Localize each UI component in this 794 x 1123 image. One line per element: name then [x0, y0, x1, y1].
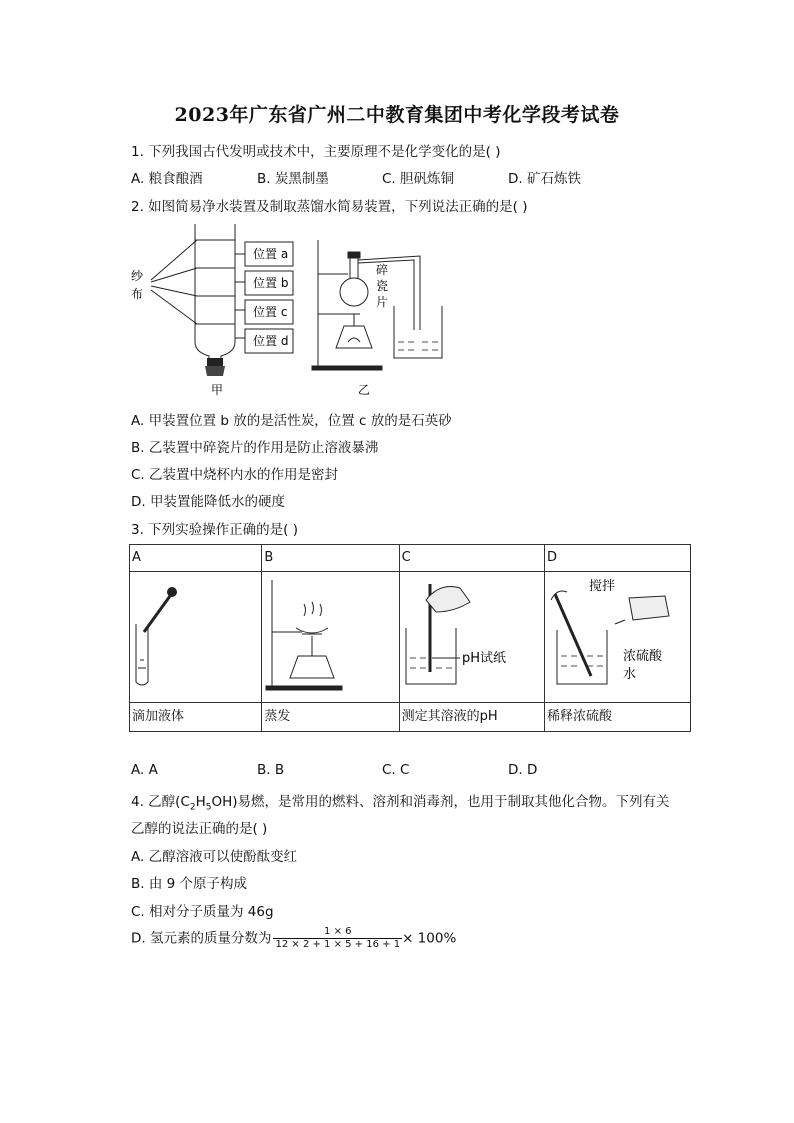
chips-label-2: 瓷 — [376, 279, 389, 293]
position-a-label: 位置 a — [253, 247, 289, 261]
q2-option-b: B. 乙装置中碎瓷片的作用是防止溶液暴沸 — [131, 440, 379, 456]
image-dilution — [545, 572, 691, 703]
position-b-label: 位置 b — [253, 276, 289, 290]
q1-option-c: C. 胆矾炼铜 — [382, 171, 455, 187]
mass-fraction — [273, 926, 402, 951]
q4-option-d — [131, 926, 456, 951]
caption-a: 滴加液体 — [130, 703, 262, 732]
water-purifier-diagram — [125, 220, 305, 400]
q1-option-d: D. 矿石炼铁 — [508, 171, 581, 187]
q3-option-c: C. C — [382, 762, 410, 778]
gauze-label-2: 布 — [131, 287, 144, 301]
q4-stem-post: OH)易燃，是常用的燃料、溶剂和消毒剂，也用于制取其他化合物。下列有关 — [211, 794, 670, 810]
fraction-denominator: 12 × 2 + 1 × 5 + 16 + 1 — [275, 939, 401, 950]
q4-sub-2: 5 — [205, 802, 212, 813]
q4-stem-pre: 4. 乙醇(C — [131, 794, 190, 810]
q4-sub-1: 2 — [189, 802, 196, 813]
water-label: 水 — [623, 667, 637, 682]
distillation-diagram — [310, 230, 470, 400]
header-b: B — [262, 545, 399, 572]
q3-option-a: A. A — [131, 762, 158, 778]
image-ph-test — [399, 572, 544, 703]
caption-d: 稀释浓硫酸 — [545, 703, 691, 732]
header-d: D — [545, 545, 691, 572]
q4-option-d-suffix: × 100% — [402, 930, 457, 947]
jia-label: 甲 — [211, 383, 224, 397]
operations-table — [129, 544, 691, 732]
q4-option-a: A. 乙醇溶液可以使酚酞变红 — [131, 849, 298, 865]
header-a: A — [130, 545, 262, 572]
q3-option-b: B. B — [257, 762, 285, 778]
image-dropper — [130, 572, 262, 703]
q3-option-d: D. D — [508, 762, 538, 778]
q1-stem: 1. 下列我国古代发明或技术中，主要原理不是化学变化的是( ) — [131, 144, 501, 160]
page-title: 2023年广东省广州二中教育集团中考化学段考试卷 — [174, 104, 620, 126]
fraction-numerator: 1 × 6 — [273, 926, 402, 939]
q2-option-c: C. 乙装置中烧杯内水的作用是密封 — [131, 467, 339, 483]
caption-b: 蒸发 — [262, 703, 399, 732]
ph-paper-label: pH试纸 — [461, 651, 506, 666]
q3-stem: 3. 下列实验操作正确的是( ) — [131, 522, 298, 538]
position-c-label: 位置 c — [253, 305, 288, 319]
q2-stem: 2. 如图简易净水装置及制取蒸馏水简易装置，下列说法正确的是( ) — [131, 199, 528, 215]
stir-label: 搅拌 — [589, 579, 616, 594]
chips-label-1: 碎 — [376, 263, 389, 277]
q4-stem — [131, 790, 670, 813]
gauze-label-1: 纱 — [131, 269, 144, 283]
q2-option-a: A. 甲装置位置 b 放的是活性炭，位置 c 放的是石英砂 — [131, 413, 452, 429]
caption-c: 测定其溶液的pH — [399, 703, 544, 732]
q4-option-d-text: D. 氢元素的质量分数为 — [131, 930, 272, 947]
q4-option-b: B. 由 9 个原子构成 — [131, 876, 248, 892]
q1-option-b: B. 炭黑制墨 — [257, 171, 329, 187]
q4-stem-mid: H — [195, 794, 206, 810]
q1-option-a: A. 粮食酿酒 — [131, 171, 203, 187]
acid-label: 浓硫酸 — [623, 649, 663, 664]
chips-label-3: 片 — [376, 295, 389, 309]
q4-option-c: C. 相对分子质量为 46g — [131, 904, 274, 920]
q2-option-d: D. 甲装置能降低水的硬度 — [131, 494, 285, 510]
position-d-label: 位置 d — [253, 334, 289, 348]
q4-stem-line2: 乙醇的说法正确的是( ) — [131, 821, 268, 837]
header-c: C — [399, 545, 544, 572]
image-evaporation — [262, 572, 399, 703]
yi-label: 乙 — [358, 383, 371, 397]
